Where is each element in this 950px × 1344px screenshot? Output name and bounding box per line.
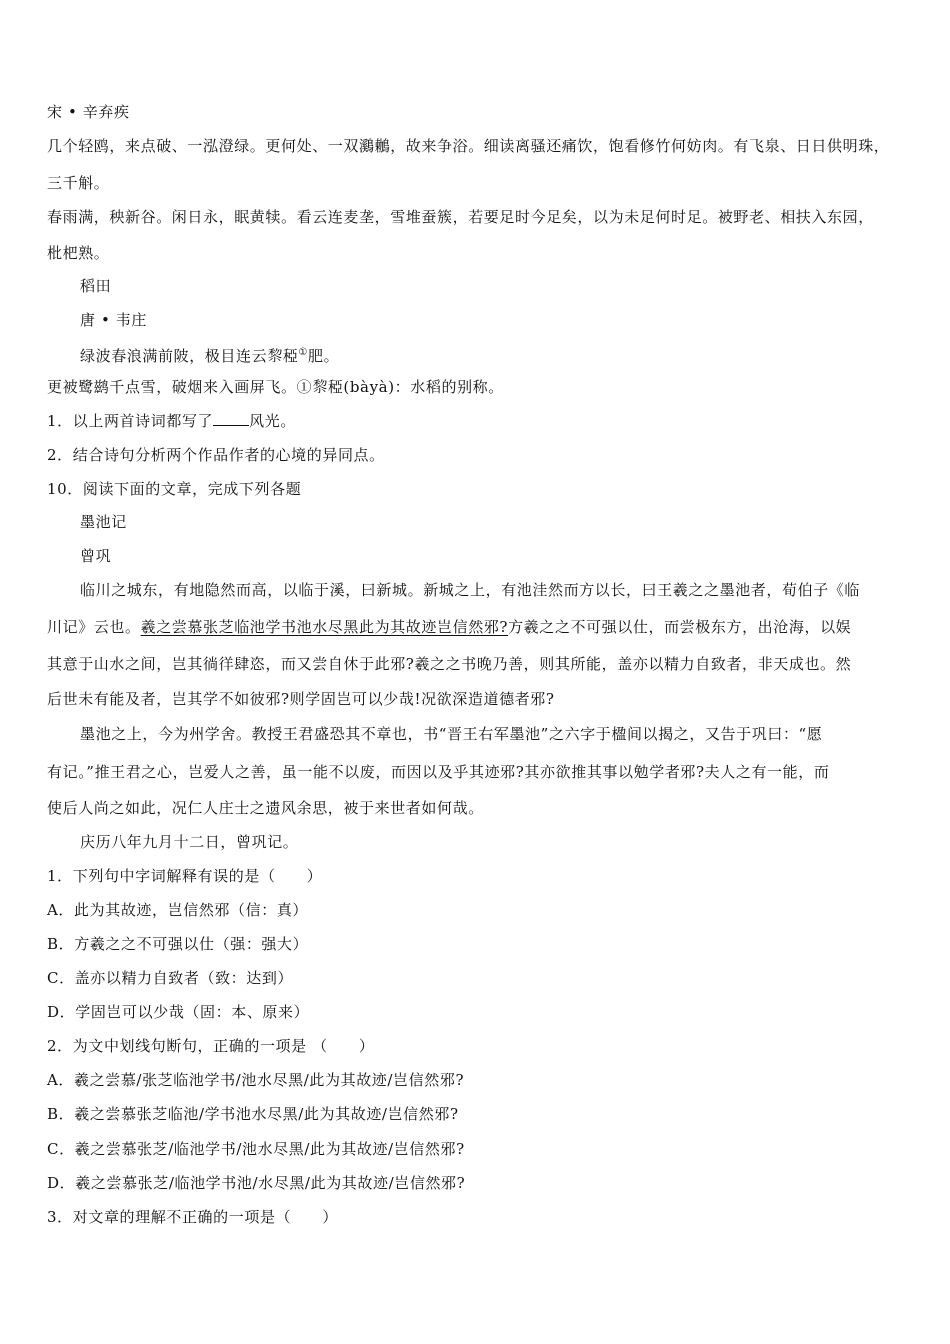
poem2-line-with-note: 更被鹭鹚千点雪，破烟来入画屏飞。①𥟖稏(bàyà)：水稻的别称。 [47, 378, 504, 396]
option-c: C．盖亦以精力自致者（致：达到） [47, 969, 294, 987]
poem2-text: 绿波春浪满前陂，极目连云 [80, 347, 268, 365]
poem1-line: 春雨满，秧新谷。闲日永，眠黄犊。看云连麦垄，雪堆蚕簇，若要足时今足矣，以为未足何时足。被野老、相扶入东园， [47, 208, 874, 226]
essay-text: 方羲之之不可强以仕，而尝极东方，出沧海，以娱 [508, 618, 852, 636]
essay-title: 墨池记 [80, 513, 127, 531]
poem2-title: 稻田 [80, 277, 112, 295]
underlined-sentence: 羲之尝慕张芝临池学书池水尽黑此为其故迹岂信然邪? [140, 618, 509, 636]
option-a: A．此为其故迹，岂信然邪（信：真） [47, 901, 309, 919]
poem2-word: 𥟖稏 [267, 347, 299, 365]
option-d: D．羲之尝慕张芝/临池学书池/水尽黑/此为其故迹/岂信然邪? [47, 1174, 466, 1192]
poem1-line: 枇杷熟。 [47, 244, 110, 262]
option-c: C．羲之尝慕张芝/临池学书/池水尽黑/此为其故迹/岂信然邪? [47, 1140, 465, 1158]
essay-paragraph-line: 其意于山水之间，岂其徜徉肆恣，而又尝自休于此邪?羲之之书晚乃善，则其所能，盖亦以精力自致者，非天成也。然 [47, 655, 852, 673]
essay-date: 庆历八年九月十二日，曾巩记。 [80, 833, 299, 851]
poem1-line: 几个轻鸥，来点破、一泓澄绿。更何处、一双鸂鶒，故来争浴。细读离骚还痛饮，饱看修竹何妨肉。有飞泉、日日供明珠， [47, 137, 890, 155]
section-heading: 10．阅读下面的文章，完成下列各题 [47, 480, 302, 498]
essay-author: 曾巩 [80, 547, 112, 565]
poem2-author: 唐 • 韦庄 [80, 311, 147, 329]
poem-question-1 [47, 411, 913, 431]
answer-blank [213, 411, 249, 426]
question-1: 1．下列句中字词解释有误的是（ ） [47, 867, 323, 885]
essay-paragraph-line: 临川之城东，有地隐然而高，以临于溪，曰新城。新城之上，有池洼然而方以长，曰王羲之之墨池者，荀伯子《临 [80, 581, 861, 599]
essay-paragraph-line: 墨池之上，今为州学舍。教授王君盛恐其不章也，书“晋王右军墨池”之六字于楹间以揭之，又告于巩曰：“愿 [80, 725, 823, 743]
essay-paragraph-line: 后世未有能及者，岂其学不如彼邪?则学固岂可以少哉!况欲深造道德者邪? [47, 690, 555, 708]
essay-paragraph-line: 使后人尚之如此，况仁人庄士之遗风余思，被于来世者如何哉。 [47, 799, 484, 817]
essay-paragraph-line: 有记。”推王君之心，岂爱人之善，虽一能不以废，而因以及乎其迹邪?其亦欲推其事以勉学者邪?夫人之有一能，而 [47, 763, 830, 781]
poem1-line: 三千斛。 [47, 174, 110, 192]
question-text: 风光。 [249, 412, 296, 430]
poem-question-2: 2．结合诗句分析两个作品作者的心境的异同点。 [47, 446, 385, 464]
question-3: 3．对文章的理解不正确的一项是（ ） [47, 1208, 338, 1226]
poem1-author: 宋 • 辛弃疾 [47, 103, 130, 121]
question-text: 1．以上两首诗词都写了 [47, 412, 214, 430]
option-a: A．羲之尝慕/张芝临池学书/池水尽黑/此为其故迹/岂信然邪? [47, 1071, 465, 1089]
footnote-marker: ① [298, 347, 308, 358]
option-b: B．方羲之之不可强以仕（强：强大） [47, 935, 309, 953]
poem2-text: 肥。 [307, 347, 340, 365]
essay-text: 川记》云也。 [47, 618, 141, 636]
essay-paragraph-line [47, 617, 913, 637]
option-b: B．羲之尝慕张芝临池/学书池水尽黑/此为其故迹/岂信然邪? [47, 1105, 459, 1123]
option-d: D．学固岂可以少哉（固：本、原来） [47, 1003, 310, 1021]
poem2-line [80, 343, 913, 366]
question-2: 2．为文中划线句断句，正确的一项是 （ ） [47, 1037, 375, 1055]
